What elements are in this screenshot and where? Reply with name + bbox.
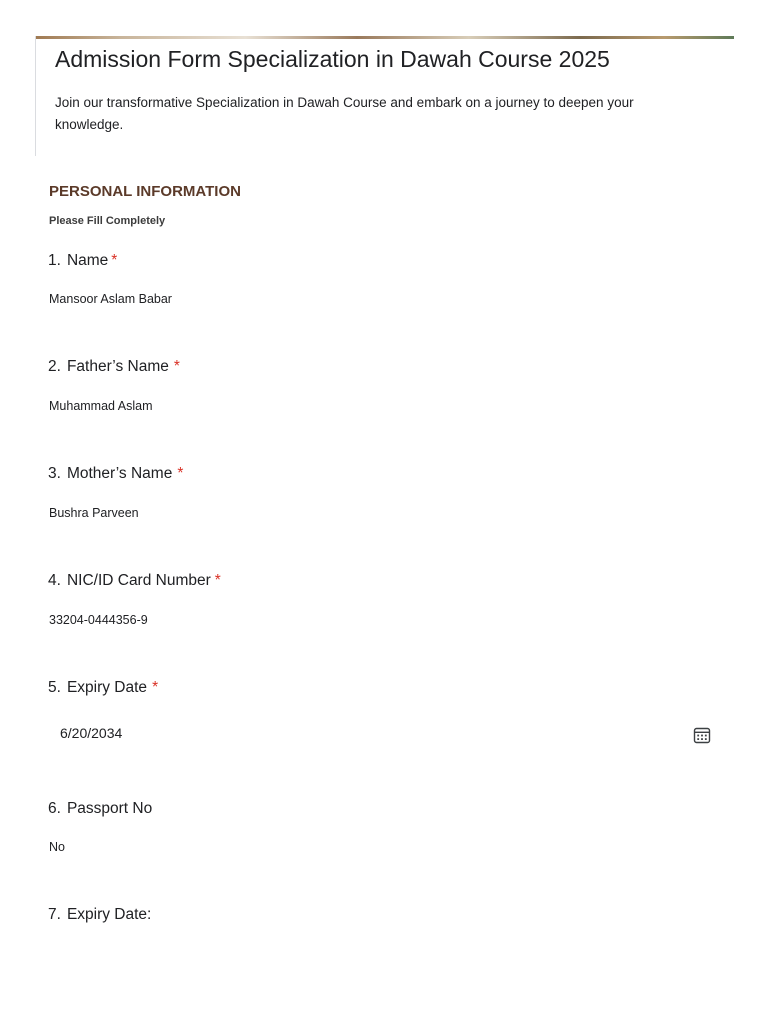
- form-title: Admission Form Specialization in Dawah Course 2025: [55, 46, 610, 72]
- question-text: NIC/ID Card Number: [66, 572, 211, 589]
- mothers-name-answer[interactable]: Bushra Parveen: [49, 506, 139, 520]
- question-name: [48, 252, 728, 306]
- required-asterisk: *: [111, 252, 118, 269]
- question-number: 6.: [48, 800, 61, 817]
- question-text: Expiry Date: [66, 679, 148, 696]
- question-text: Father’s Name: [66, 358, 169, 375]
- question-fathers-name: [48, 358, 728, 413]
- question-number: 4.: [48, 572, 61, 589]
- question-mothers-name: [48, 465, 728, 520]
- question-text: Name: [66, 252, 109, 269]
- question-label: [48, 906, 728, 924]
- question-expiry-date: [48, 679, 728, 741]
- section-title: PERSONAL INFORMATION: [49, 183, 241, 200]
- question-passport-expiry-date: [48, 906, 728, 924]
- form-header-card: [35, 36, 734, 156]
- expiry-date-answer[interactable]: 6/20/2034: [60, 725, 123, 741]
- required-asterisk: *: [173, 358, 180, 375]
- required-asterisk: *: [177, 465, 184, 482]
- question-number: 3.: [48, 465, 61, 482]
- question-passport-no: [48, 800, 728, 854]
- question-number: 2.: [48, 358, 61, 375]
- question-label: [48, 252, 728, 270]
- required-asterisk: *: [152, 679, 159, 696]
- question-label: [48, 465, 728, 483]
- passport-no-answer[interactable]: No: [49, 840, 65, 854]
- question-text: Passport No: [66, 800, 153, 817]
- question-label: [48, 800, 728, 818]
- name-answer[interactable]: Mansoor Aslam Babar: [49, 292, 172, 306]
- question-number: 1.: [48, 252, 61, 269]
- question-label: [48, 679, 728, 697]
- question-label: [48, 572, 728, 590]
- question-number: 5.: [48, 679, 61, 696]
- question-text: Mother’s Name: [66, 465, 173, 482]
- section-subtitle: Please Fill Completely: [49, 215, 166, 227]
- question-label: [48, 358, 728, 376]
- calendar-icon[interactable]: [693, 726, 711, 744]
- header-banner: [36, 36, 734, 39]
- question-text: Expiry Date:: [66, 906, 152, 923]
- question-nic-number: [48, 572, 728, 627]
- question-number: 7.: [48, 906, 61, 923]
- form-description: Join our transformative Specialization in Dawah Course and embark on a journey to deepen your knowledge.: [55, 95, 634, 132]
- required-asterisk: *: [214, 572, 221, 589]
- nic-number-answer[interactable]: 33204-0444356-9: [49, 613, 148, 627]
- fathers-name-answer[interactable]: Muhammad Aslam: [49, 399, 153, 413]
